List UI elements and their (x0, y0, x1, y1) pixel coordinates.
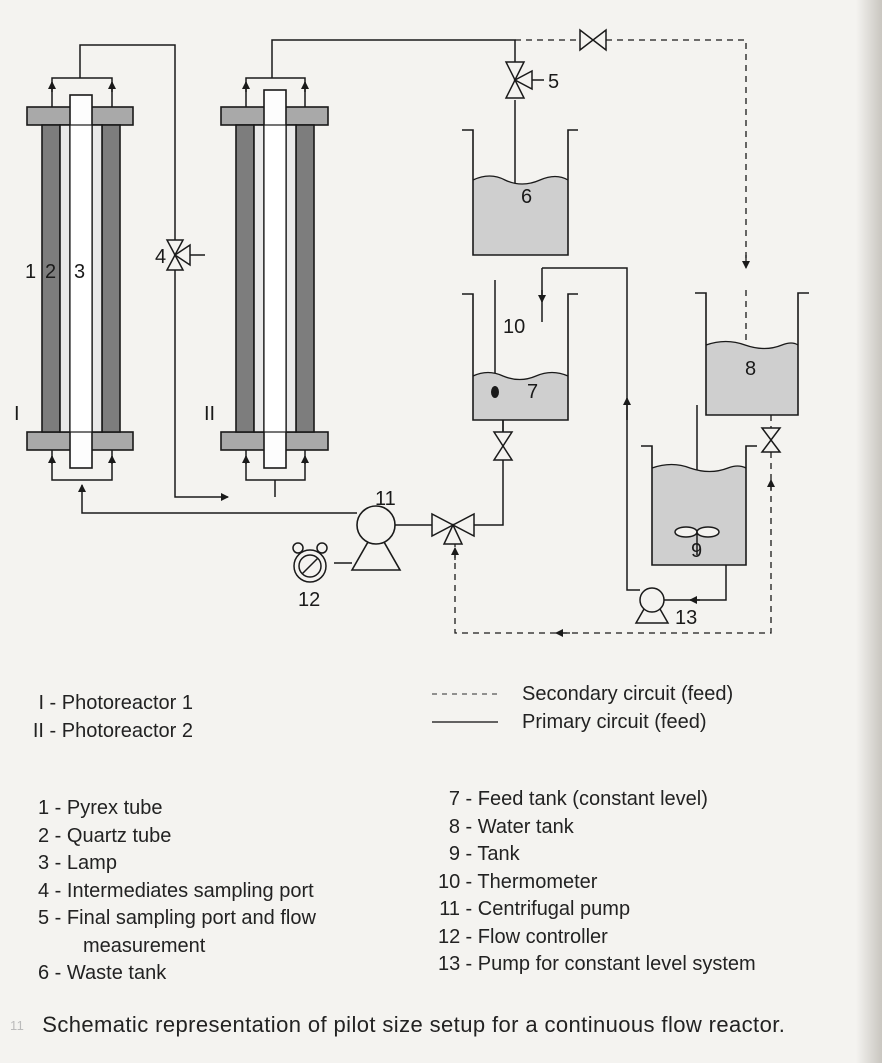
valve-top-secondary (580, 30, 606, 50)
primary-circuit-label: Primary circuit (feed) (522, 711, 707, 733)
label-reactor-2: II (204, 403, 216, 425)
legend-item-1: 1 - Pyrex tube (38, 797, 163, 819)
valve-5 (506, 62, 544, 98)
label-5: 5 (548, 71, 560, 93)
label-3: 3 (74, 261, 86, 283)
photoreactor-2 (221, 90, 328, 468)
valve-three-way (432, 514, 474, 544)
reactor-legend-item: II - Photoreactor 2 (32, 719, 193, 742)
label-10: 10 (503, 316, 526, 338)
label-12: 12 (298, 589, 321, 611)
secondary-circuit-label: Secondary circuit (feed) (522, 683, 734, 705)
legend-item-2: 2 - Quartz tube (38, 824, 172, 847)
valve-feed-tank (494, 432, 512, 460)
legend-item-3: 3 - Lamp (38, 852, 117, 874)
label-1: 1 (25, 261, 37, 283)
thermometer-bulb (491, 386, 499, 398)
page-edge-shadow (856, 0, 882, 1063)
label-reactor-1: I (14, 403, 20, 425)
pyrex-tube-2 (236, 125, 254, 432)
legend-item-9: 9 - Tank (448, 843, 520, 865)
waste-tank (462, 130, 578, 255)
level-pump-icon (636, 588, 668, 623)
circuit-legend-lines (430, 686, 502, 726)
legend-item-6: 6 - Waste tank (38, 962, 167, 984)
legend-item-12: 12 - Flow controller (438, 925, 608, 948)
label-13: 13 (675, 607, 698, 629)
label-4: 4 (155, 246, 167, 268)
centrifugal-pump-icon (352, 506, 400, 570)
label-6: 6 (521, 186, 533, 208)
label-11: 11 (375, 488, 396, 510)
legend-item-5: 5 - Final sampling port and flow measurement (38, 907, 316, 957)
component-legend-right (438, 786, 756, 979)
valve-4 (167, 240, 205, 270)
feed-tank (462, 294, 578, 432)
label-7: 7 (527, 381, 539, 403)
label-9: 9 (691, 540, 703, 562)
valve-water-tank (762, 428, 780, 452)
water-tank (695, 293, 809, 415)
legend-item-8: 8 - Water tank (448, 815, 574, 838)
flow-controller-icon (293, 543, 327, 582)
label-2: 2 (45, 261, 57, 283)
component-legend-left (38, 795, 316, 988)
reactor-legend (30, 690, 193, 745)
label-8: 8 (745, 358, 757, 380)
legend-item-7: 7 - Feed tank (constant level) (448, 788, 708, 810)
legend-item-4: 4 - Intermediates sampling port (38, 879, 314, 902)
figure-number: 11 (10, 1018, 25, 1034)
legend-item-10: 10 - Thermometer (438, 870, 598, 893)
reactor-legend-item: I - Photoreactor 1 (38, 692, 193, 714)
legend-item-13: 13 - Pump for constant level system (438, 953, 756, 975)
caption-text: Schematic representation of pilot size setup for a continuous flow reactor. (42, 1012, 786, 1037)
figure-caption (10, 1010, 880, 1041)
legend-item-11: 11 - Centrifugal pump (439, 898, 631, 920)
